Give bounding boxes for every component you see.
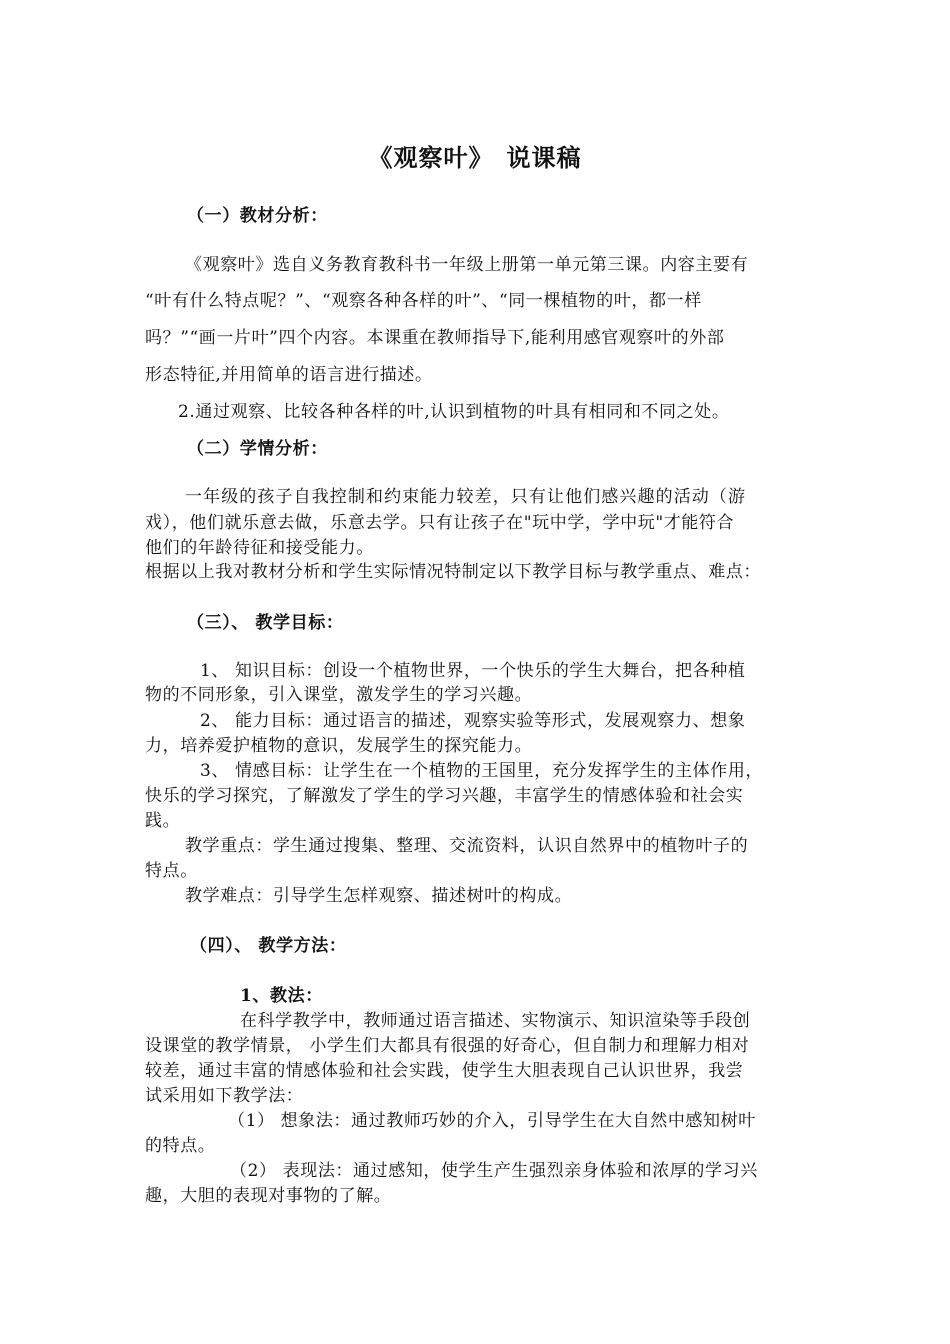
subsection-heading: 1、教法： bbox=[240, 986, 323, 1006]
paragraph-line: 一年级的孩子自我控制和约束能力较差，只有让他们感兴趣的活动（游 bbox=[185, 487, 747, 507]
paragraph-line: 的特点。 bbox=[145, 1136, 216, 1156]
paragraph-line: 1、 知识目标：创设一个植物世界，一个快乐的学生大舞台，把各种植 bbox=[200, 661, 746, 681]
document-title: 《观察叶》 说课稿 bbox=[368, 143, 582, 172]
paragraph-line: 2、 能力目标：通过语言的描述，观察实验等形式，发展观察力、想象 bbox=[200, 711, 746, 731]
section-heading-2: （二）学情分析： bbox=[187, 439, 328, 459]
section-heading-3: （三）、 教学目标： bbox=[187, 613, 344, 633]
paragraph-line: 2.通过观察、比较各种各样的叶,认识到植物的叶具有相同和不同之处。 bbox=[178, 402, 730, 422]
paragraph-line: （1） 想象法：通过教师巧妙的介入，引导学生在大自然中感知树叶 bbox=[228, 1111, 756, 1131]
paragraph-line: “叶有什么特点呢？”、“观察各种各样的叶”、“同一棵植物的叶，都一样 bbox=[145, 291, 702, 311]
paragraph-line: 特点。 bbox=[145, 861, 198, 881]
paragraph-line: 践。 bbox=[145, 811, 181, 831]
paragraph-line: 试采用如下教学法： bbox=[145, 1086, 304, 1106]
paragraph-line: 根据以上我对教材分析和学生实际情况特制定以下教学目标与教学重点、难点： bbox=[145, 562, 761, 582]
paragraph-line: 教学重点：学生通过搜集、整理、交流资料，认识自然界中的植物叶子的 bbox=[185, 836, 749, 856]
paragraph-line: 物的不同形象，引入课堂，激发学生的学习兴趣。 bbox=[145, 685, 533, 705]
paragraph-line: 3、 情感目标：让学生在一个植物的王国里，充分发挥学生的主体作用， bbox=[200, 761, 764, 781]
paragraph-line: 戏），他们就乐意去做，乐意去学。只有让孩子在"玩中学，学中玩"才能符合 bbox=[145, 513, 735, 533]
paragraph-line: 他们的年龄待征和接受能力。 bbox=[145, 538, 374, 558]
paragraph-line: 《观察叶》选自义务教育教科书一年级上册第一单元第三课。内容主要有 bbox=[185, 255, 749, 275]
paragraph-line: 形态特征,并用简单的语言进行描述。 bbox=[145, 365, 433, 385]
paragraph-line: （2） 表现法：通过感知，使学生产生强烈亲身体验和浓厚的学习兴 bbox=[230, 1161, 758, 1181]
paragraph-line: 吗？”“画一片叶”四个内容。本课重在教师指导下,能利用感官观察叶的外部 bbox=[145, 328, 725, 348]
paragraph-line: 快乐的学习探究，了解激发了学生的学习兴趣，丰富学生的情感体验和社会实 bbox=[145, 786, 744, 806]
paragraph-line: 教学难点：引导学生怎样观察、描述树叶的构成。 bbox=[185, 886, 573, 906]
paragraph-line: 在科学教学中，教师通过语言描述、实物演示、知识渲染等手段创 bbox=[240, 1011, 751, 1031]
section-heading-1: （一）教材分析： bbox=[187, 206, 328, 226]
paragraph-line: 趣，大胆的表现对事物的了解。 bbox=[145, 1186, 392, 1206]
paragraph-line: 力，培养爱护植物的意识，发展学生的探究能力。 bbox=[145, 736, 533, 756]
paragraph-line: 设课堂的教学情景， 小学生们大都具有很强的好奇心，但自制力和理解力相对 bbox=[145, 1036, 750, 1056]
section-heading-4: （四）、 教学方法： bbox=[190, 936, 347, 956]
paragraph-line: 较差，通过丰富的情感体验和社会实践，使学生大胆表现自己认识世界，我尝 bbox=[145, 1061, 744, 1081]
